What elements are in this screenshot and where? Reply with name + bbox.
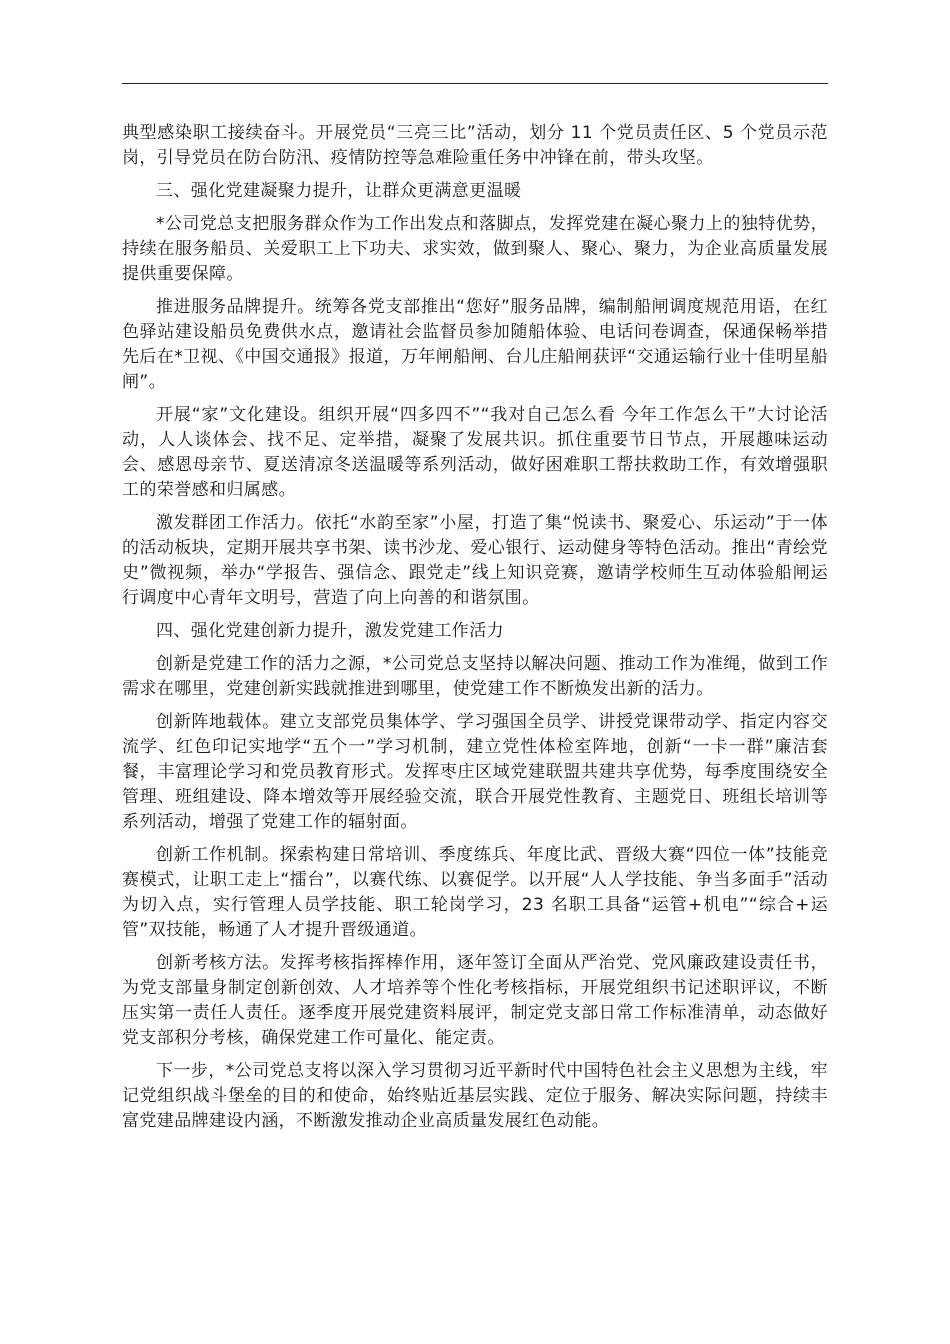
paragraph: 创新阵地载体。建立支部党员集体学、学习强国全员学、讲授党课带动学、指定内容交流学、红色印记实地学“五个一”学习机制，建立党性体检室阵地，创新“一卡一群”廉洁套餐，丰富理论学习和党员教育形式。发挥枣庄区域党建联盟共建共享优势，每季度围绕安全管理、班组建设、降本增效等开展经验交流，联合开展党性教育、主题党日、班组长培训等系列活动，增强了党建工作的辐射面。 — [122, 712, 828, 832]
paragraph: 开展“家”文化建设。组织开展“四多四不”“我对自己怎么看 今年工作怎么干”大讨论活动，人人谈体会、找不足、定举措，凝聚了发展共识。抓住重要节日节点，开展趣味运动会、感恩母亲节、夏送清凉冬送温暖等系列活动，做好困难职工帮扶救助工作，有效增强职工的荣誉感和归属感。 — [122, 405, 828, 500]
paragraph: 激发群团工作活力。依托“水韵至家”小屋，打造了集“悦读书、聚爱心、乐运动”于一体的活动板块，定期开展共享书架、读书沙龙、爱心银行、运动健身等特色活动。推出“青绘党史”微视频，举办“学报告、强信念、跟党走”线上知识竞赛，邀请学校师生互动体验船闸运行调度中心青年文明号，营造了向上向善的和谐氛围。 — [122, 513, 828, 608]
paragraph: 创新工作机制。探索构建日常培训、季度练兵、年度比武、晋级大赛“四位一体”技能竞赛模式，让职工走上“擂台”，以赛代练、以赛促学。以开展“人人学技能、争当多面手”活动为切入点，实行管理人员学技能、职工轮岗学习，23 名职工具备“运管+机电”“综合+运管”双技能，畅通了人才提升晋级通道。 — [122, 845, 828, 940]
paragraph: 下一步，*公司党总支将以深入学习贯彻习近平新时代中国特色社会主义思想为主线，牢记党组织战斗堡垒的目的和使命，始终贴近基层实践、定位于服务、解决实际问题，持续丰富党建品牌建设内涵，不断激发推动企业高质量发展红色动能。 — [122, 1061, 828, 1131]
document-body — [122, 121, 828, 1142]
header-rule — [122, 83, 828, 84]
section-heading: 三、强化党建凝聚力提升，让群众更满意更温暖 — [156, 181, 522, 201]
section-heading: 四、强化党建创新力提升，激发党建工作活力 — [156, 621, 504, 641]
paragraph: *公司党总支把服务群众作为工作出发点和落脚点，发挥党建在凝心聚力上的独特优势，持续在服务船员、关爱职工上下功夫、求实效，做到聚人、聚心、聚力，为企业高质量发展提供重要保障。 — [122, 214, 828, 284]
paragraph: 推进服务品牌提升。统筹各党支部推出“您好”服务品牌，编制船闸调度规范用语，在红色驿站建设船员免费供水点，邀请社会监督员参加随船体验、电话问卷调查，保通保畅举措先后在*卫视、《中国交通报》报道，万年闸船闸、台儿庄船闸获评“交通运输行业十佳明星船闸”。 — [122, 297, 828, 392]
paragraph: 典型感染职工接续奋斗。开展党员“三亮三比”活动，划分 11 个党员责任区、5 个党员示范岗，引导党员在防台防汛、疫情防控等急难险重任务中冲锋在前，带头攻坚。 — [122, 123, 828, 168]
paragraph: 创新考核方法。发挥考核指挥棒作用，逐年签订全面从严治党、党风廉政建设责任书，为党支部量身制定创新创效、人才培养等个性化考核指标，开展党组织书记述职评议，不断压实第一责任人责任。逐季度开展党建资料展评，制定党支部日常工作标准清单，动态做好党支部积分考核，确保党建工作可量化、能定责。 — [122, 953, 828, 1048]
paragraph: 创新是党建工作的活力之源，*公司党总支坚持以解决问题、推动工作为准绳，做到工作需求在哪里，党建创新实践就推进到哪里，使党建工作不断焕发出新的活力。 — [122, 654, 828, 699]
